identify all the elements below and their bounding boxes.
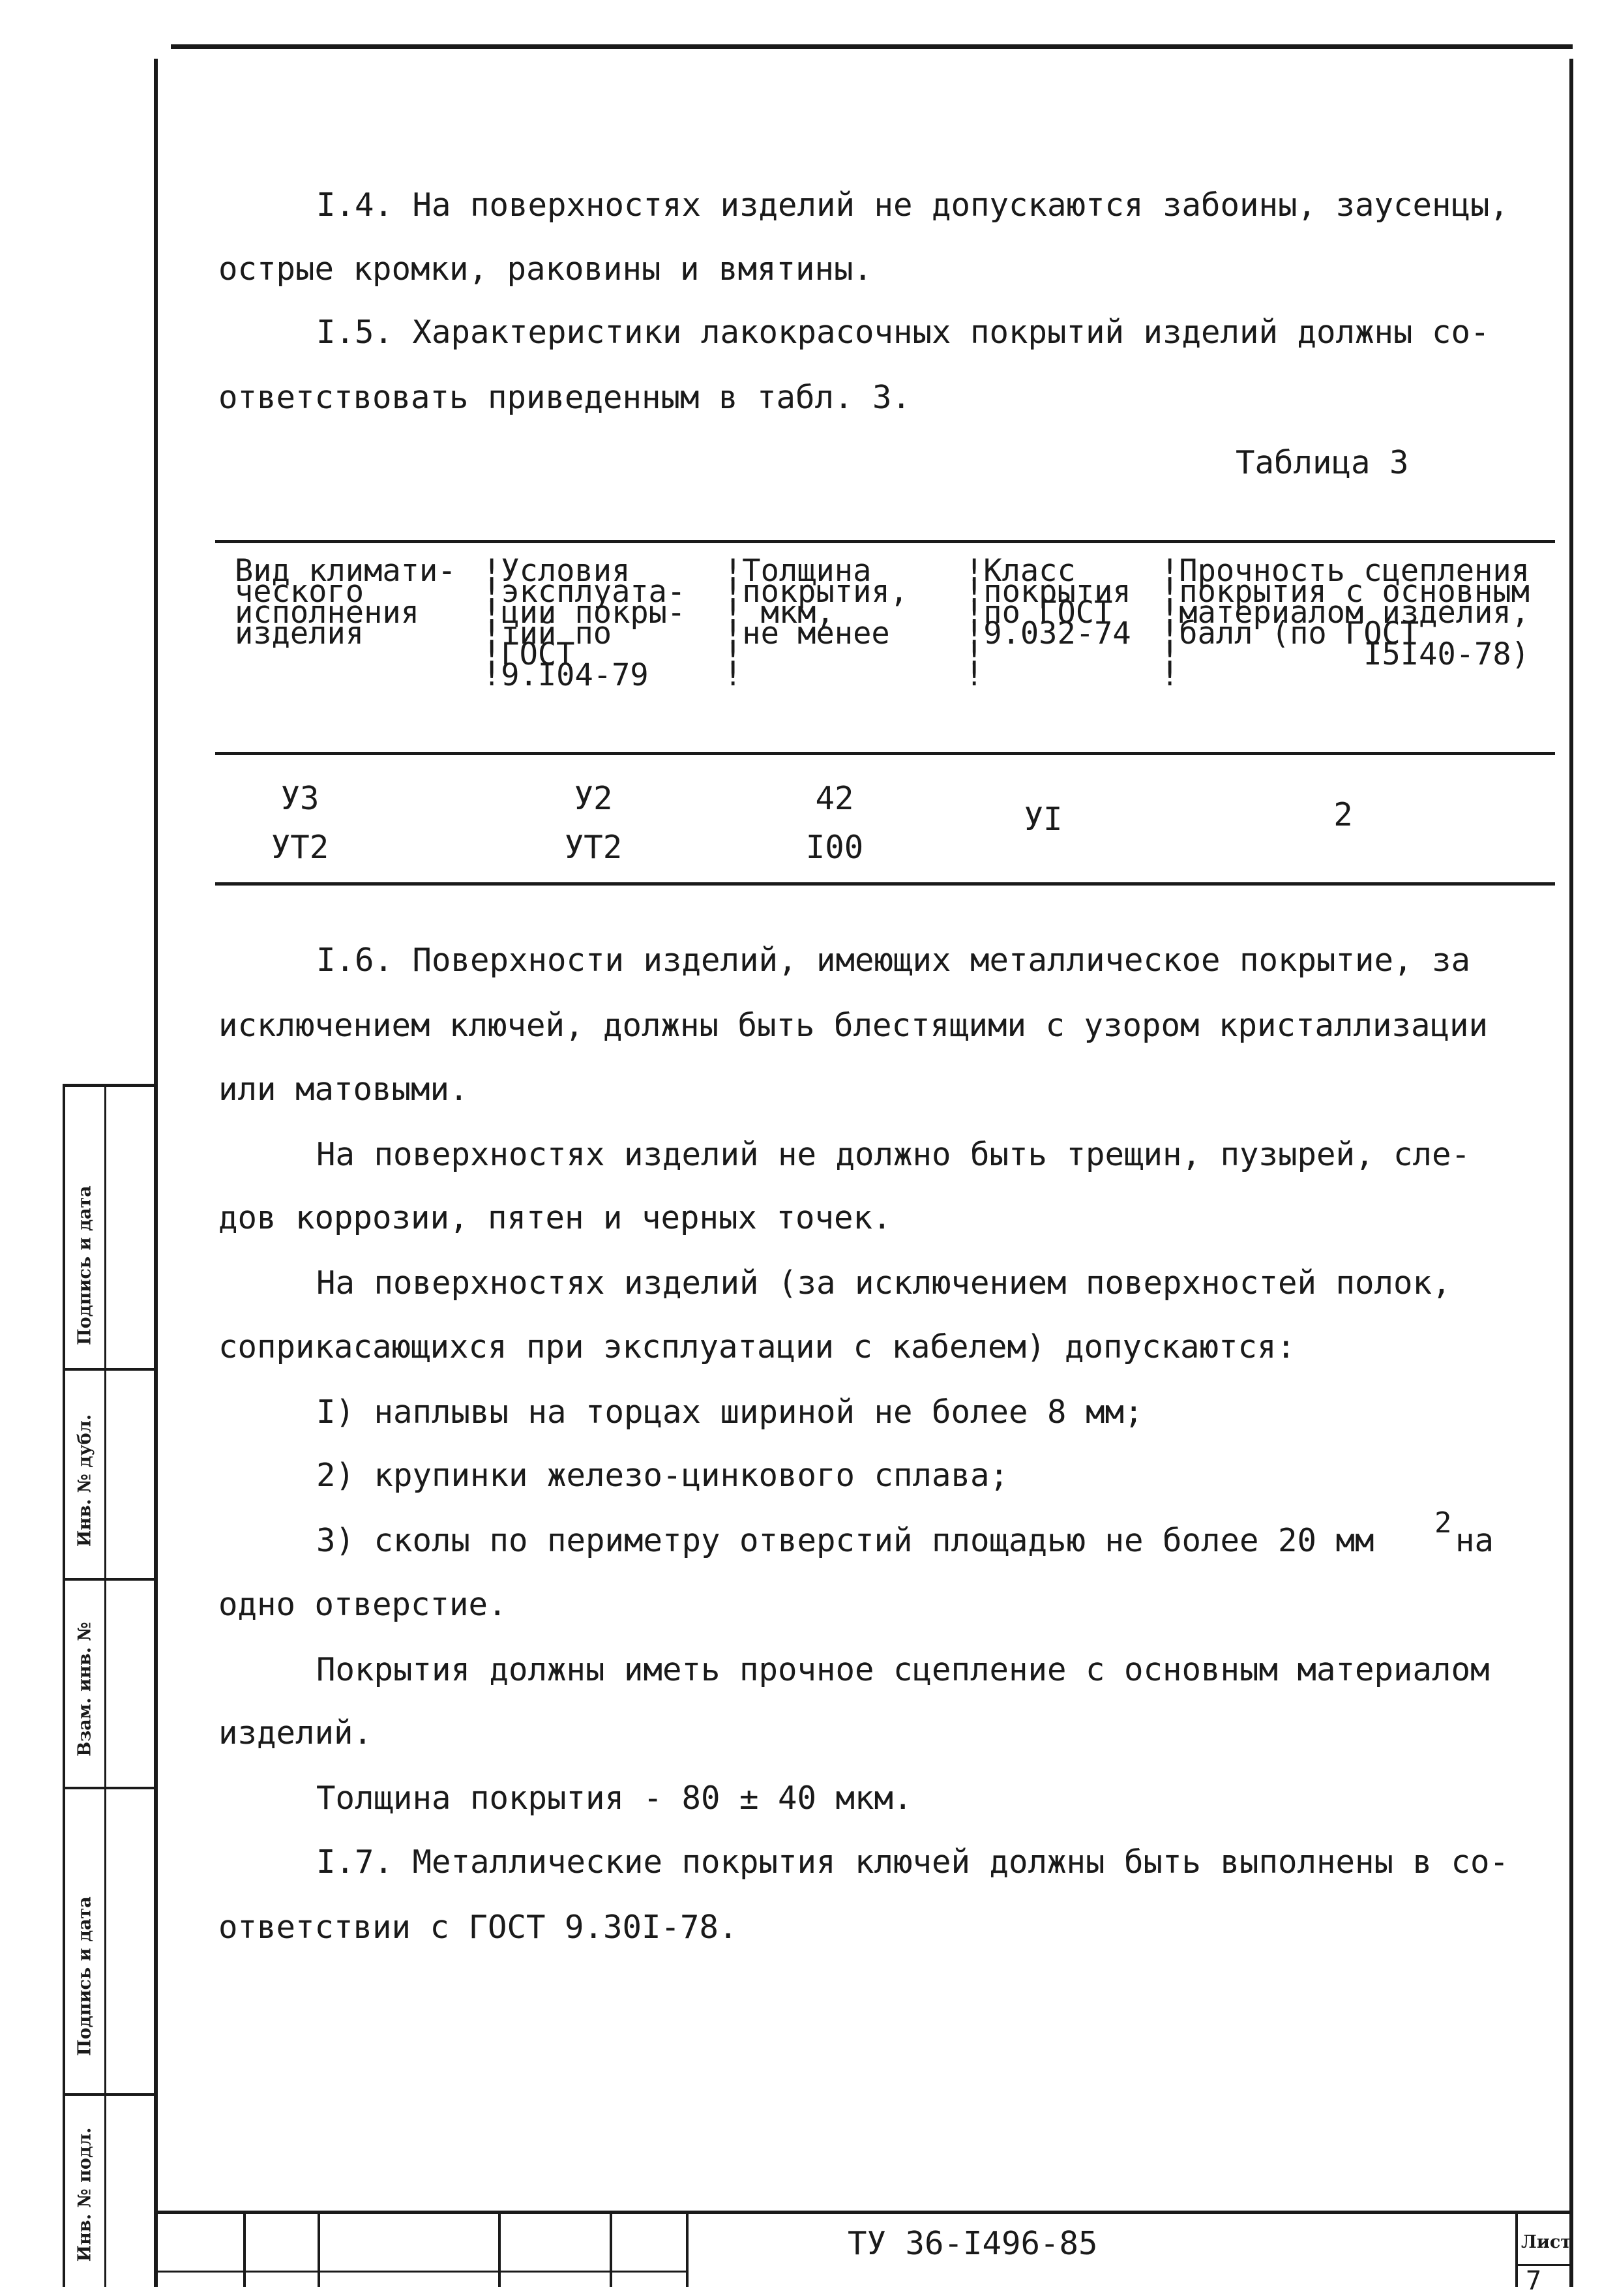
table-header-climate: Вид климати- ческого исполнения изделия: [235, 553, 456, 651]
title-block-col-4: [610, 2211, 612, 2287]
title-block-col-3: [498, 2211, 501, 2287]
table-top-rule: [215, 540, 1555, 543]
side-stamp-inv-podl: Инв. № подл.: [74, 2127, 95, 2262]
list-item-2: 2) крупинки железо-цинкового сплава;: [316, 1457, 1009, 1494]
side-stamp-sep-4: [63, 2093, 158, 2096]
side-stamp-vzam-inv: Взам. инв. №: [74, 1622, 95, 1757]
table-header-rule: [215, 752, 1555, 755]
paragraph-1-5-line2: ответствовать приведенным в табл. 3.: [218, 379, 912, 416]
title-block-col-5: [686, 2211, 689, 2287]
title-block-row-rule: [154, 2271, 689, 2273]
table-header-conditions: !Условия !эксплуата- !ции покры- !тий по !ГОСТ !9.I04-79: [482, 553, 686, 693]
side-stamp-inv-dubl: Инв. № дубл.: [74, 1414, 95, 1547]
table-caption: Таблица 3: [1236, 444, 1409, 481]
paragraph-adhesion-line2: изделий.: [218, 1714, 373, 1752]
paragraph-1-7-line2: ответствии с ГОСТ 9.30I-78.: [218, 1909, 738, 1946]
sheet-number: 7: [1526, 2266, 1542, 2296]
paragraph-1-4-line2: острые кромки, раковины и вмятины.: [218, 250, 873, 288]
side-stamp-podpis-data-bottom: Подпись и дата: [74, 1896, 95, 2056]
sheet-label: Лист: [1521, 2232, 1572, 2252]
table-class-value: УI: [1024, 801, 1063, 838]
list-item-3-line2: одно отверстие.: [218, 1586, 507, 1623]
frame-right-border: [1569, 59, 1573, 2287]
table-strength-value: 2: [1333, 796, 1353, 833]
paragraph-adhesion-line1: Покрытия должны иметь прочное сцепление с основным материалом: [316, 1651, 1490, 1688]
paragraph-thickness: Толщина покрытия - 80 ± 40 мкм.: [316, 1780, 913, 1817]
list-item-1: I) наплывы на торцах шириной не более 8 мм;: [316, 1394, 1144, 1431]
table-header-thickness: !Толщина !покрытия, ! мкм, !не менее ! !: [724, 553, 908, 693]
paragraph-1-6-line2: исключением ключей, должны быть блестящими с узором кристаллизации: [218, 1007, 1489, 1044]
table-header-strength: !Прочность сцепления !покрытия с основным !материалом изделия, !балл (по ГОСТ ! I5I40-78) !: [1161, 553, 1530, 693]
table-row1-climate: У3: [280, 780, 319, 817]
paragraph-1-6-line1: I.6. Поверхности изделий, имеющих металлическое покрытие, за: [316, 942, 1471, 979]
paragraph-defects-line2: дов коррозии, пятен и черных точек.: [218, 1199, 892, 1236]
list-item-3-tail: на: [1455, 1522, 1494, 1559]
title-block-col-2: [318, 2211, 320, 2287]
table-row1-thickness: 42: [815, 780, 854, 817]
paragraph-1-4-line1: I.4. На поверхностях изделий не допускаются забоины, заусенцы,: [316, 186, 1509, 224]
frame-left-border: [154, 59, 158, 2287]
table-row1-conditions: У2: [574, 780, 613, 817]
side-stamp-divider: [104, 1084, 106, 2287]
table-header-class: !Класс !покрытия !по ГОСТ !9.032-74 ! !: [965, 553, 1131, 693]
title-block-top-rule: [154, 2211, 1573, 2214]
table-row2-thickness: I00: [805, 829, 864, 866]
frame-top-border: [171, 44, 1573, 49]
document-code: ТУ 36-I496-85: [848, 2225, 1098, 2262]
title-block-col-1: [243, 2211, 246, 2287]
side-stamp-sep-3: [63, 1787, 158, 1789]
side-stamp-left-border: [63, 1084, 65, 2287]
table-row2-conditions: УТ2: [564, 829, 623, 866]
paragraph-1-5-line1: I.5. Характеристики лакокрасочных покрытий изделий должны со-: [316, 314, 1490, 351]
side-stamp-podpis-data-top: Подпись и дата: [74, 1185, 95, 1345]
list-item-3-line1: 3) сколы по периметру отверстий площадью не более 20 мм: [316, 1522, 1374, 1559]
side-stamp-sep-2: [63, 1578, 158, 1581]
side-stamp-top-rule: [63, 1084, 158, 1087]
paragraph-allowed-line2: соприкасающихся при эксплуатации с кабелем) допускаются:: [218, 1328, 1296, 1365]
side-stamp-sep-1: [63, 1368, 158, 1371]
table-bottom-rule: [215, 882, 1555, 886]
paragraph-1-7-line1: I.7. Металлические покрытия ключей должны быть выполнены в со-: [316, 1843, 1509, 1881]
paragraph-allowed-line1: На поверхностях изделий (за исключением поверхностей полок,: [316, 1264, 1451, 1302]
title-block-col-6: [1515, 2211, 1518, 2287]
paragraph-1-6-line3: или матовыми.: [218, 1071, 469, 1108]
paragraph-defects-line1: На поверхностях изделий не должно быть трещин, пузырей, сле-: [316, 1136, 1471, 1173]
list-item-3-superscript: 2: [1434, 1506, 1452, 1540]
table-row2-climate: УТ2: [271, 829, 329, 866]
